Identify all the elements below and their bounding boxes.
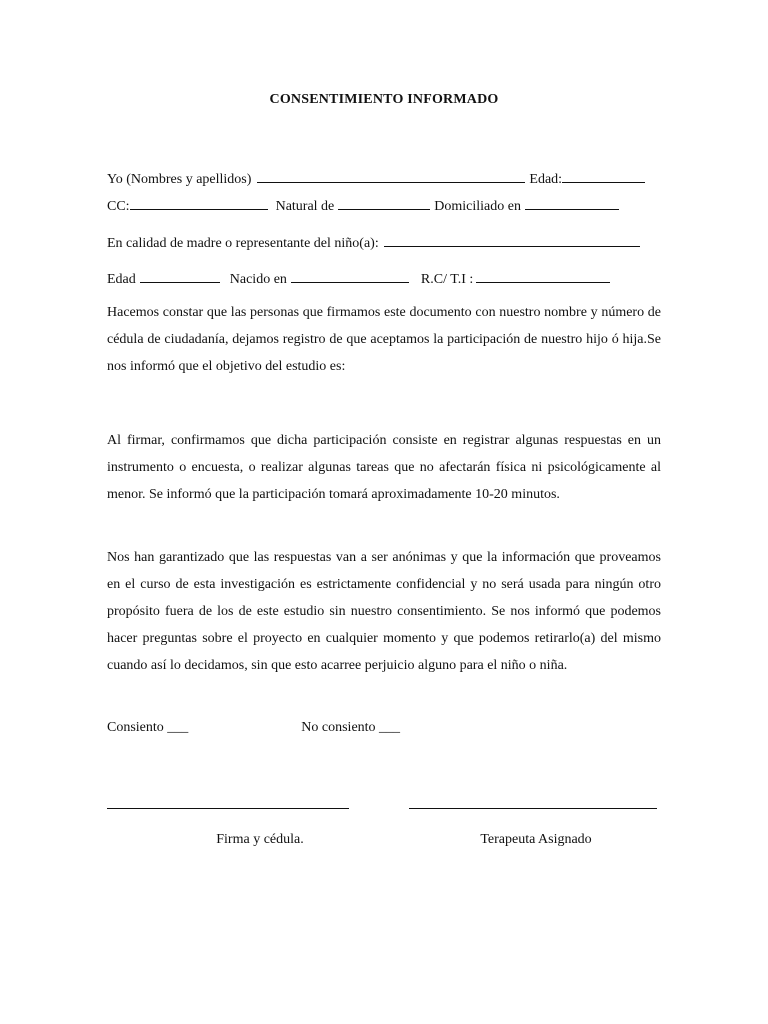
no-consiento-option[interactable]: No consiento ___ xyxy=(301,720,401,735)
nombres-label: Yo (Nombres y apellidos) xyxy=(107,172,252,187)
natural-label: Natural de xyxy=(275,199,335,214)
document-title: CONSENTIMIENTO INFORMADO xyxy=(269,92,499,107)
domiciliado-label: Domiciliado en xyxy=(434,199,521,214)
field-line-cc xyxy=(107,195,661,215)
terapeuta-signature-line[interactable] xyxy=(409,808,657,809)
paragraph-participacion: Al firmar, confirmamos que dicha participación consiste en registrar algunas respuestas en un instrumento o encuesta, o realizar algunas tareas que no afectarán física ni psicológicamente al menor. Se informó que la participación tomará aproximadamente 10-20 minutos. xyxy=(107,433,661,502)
nacido-label: Nacido en xyxy=(229,272,287,287)
rcti-blank[interactable] xyxy=(476,268,610,283)
field-line-nombres xyxy=(107,168,661,188)
nacido-blank[interactable] xyxy=(291,268,409,283)
consent-options xyxy=(107,720,400,736)
domiciliado-blank[interactable] xyxy=(525,195,619,210)
edad-nino-blank[interactable] xyxy=(140,268,220,283)
edad-blank[interactable] xyxy=(562,168,645,183)
firma-label: Firma y cédula. xyxy=(216,832,304,847)
firma-signature-line[interactable] xyxy=(107,808,349,809)
terapeuta-label: Terapeuta Asignado xyxy=(480,832,592,847)
consiento-option[interactable]: Consiento ___ xyxy=(107,720,189,735)
paragraph-confidencialidad: Nos han garantizado que las respuestas van a ser anónimas y que la información que proveamos en el curso de esta investigación es estrictamente confidencial y no será usada para ningún otro propósito fuera de los de este estudio sin nuestro consentimiento. Se nos informó que podemos hacer preguntas sobre el proyecto en cualquier momento y que podemos retirarlo(a) del mismo cuando así lo decidamos, sin que esto acarree perjuicio alguno para el niño o niña. xyxy=(107,550,661,673)
edad-label: Edad: xyxy=(529,172,563,187)
field-line-representante xyxy=(107,232,661,252)
cc-blank[interactable] xyxy=(130,195,268,210)
paragraph-objetivo: Hacemos constar que las personas que firmamos este documento con nuestro nombre y número de cédula de ciudadanía, dejamos registro de que aceptamos la participación de nuestro hijo ó hija.Se nos informó que el objetivo del estudio es: xyxy=(107,305,661,374)
representante-label: En calidad de madre o representante del niño(a): xyxy=(107,236,379,251)
natural-blank[interactable] xyxy=(338,195,430,210)
representante-blank[interactable] xyxy=(384,232,640,247)
edad-nino-label: Edad xyxy=(107,272,136,287)
nombres-blank[interactable] xyxy=(257,168,525,183)
rcti-label: R.C/ T.I : xyxy=(420,272,474,287)
field-line-edad-nino xyxy=(107,268,661,288)
cc-label: CC: xyxy=(107,199,130,214)
